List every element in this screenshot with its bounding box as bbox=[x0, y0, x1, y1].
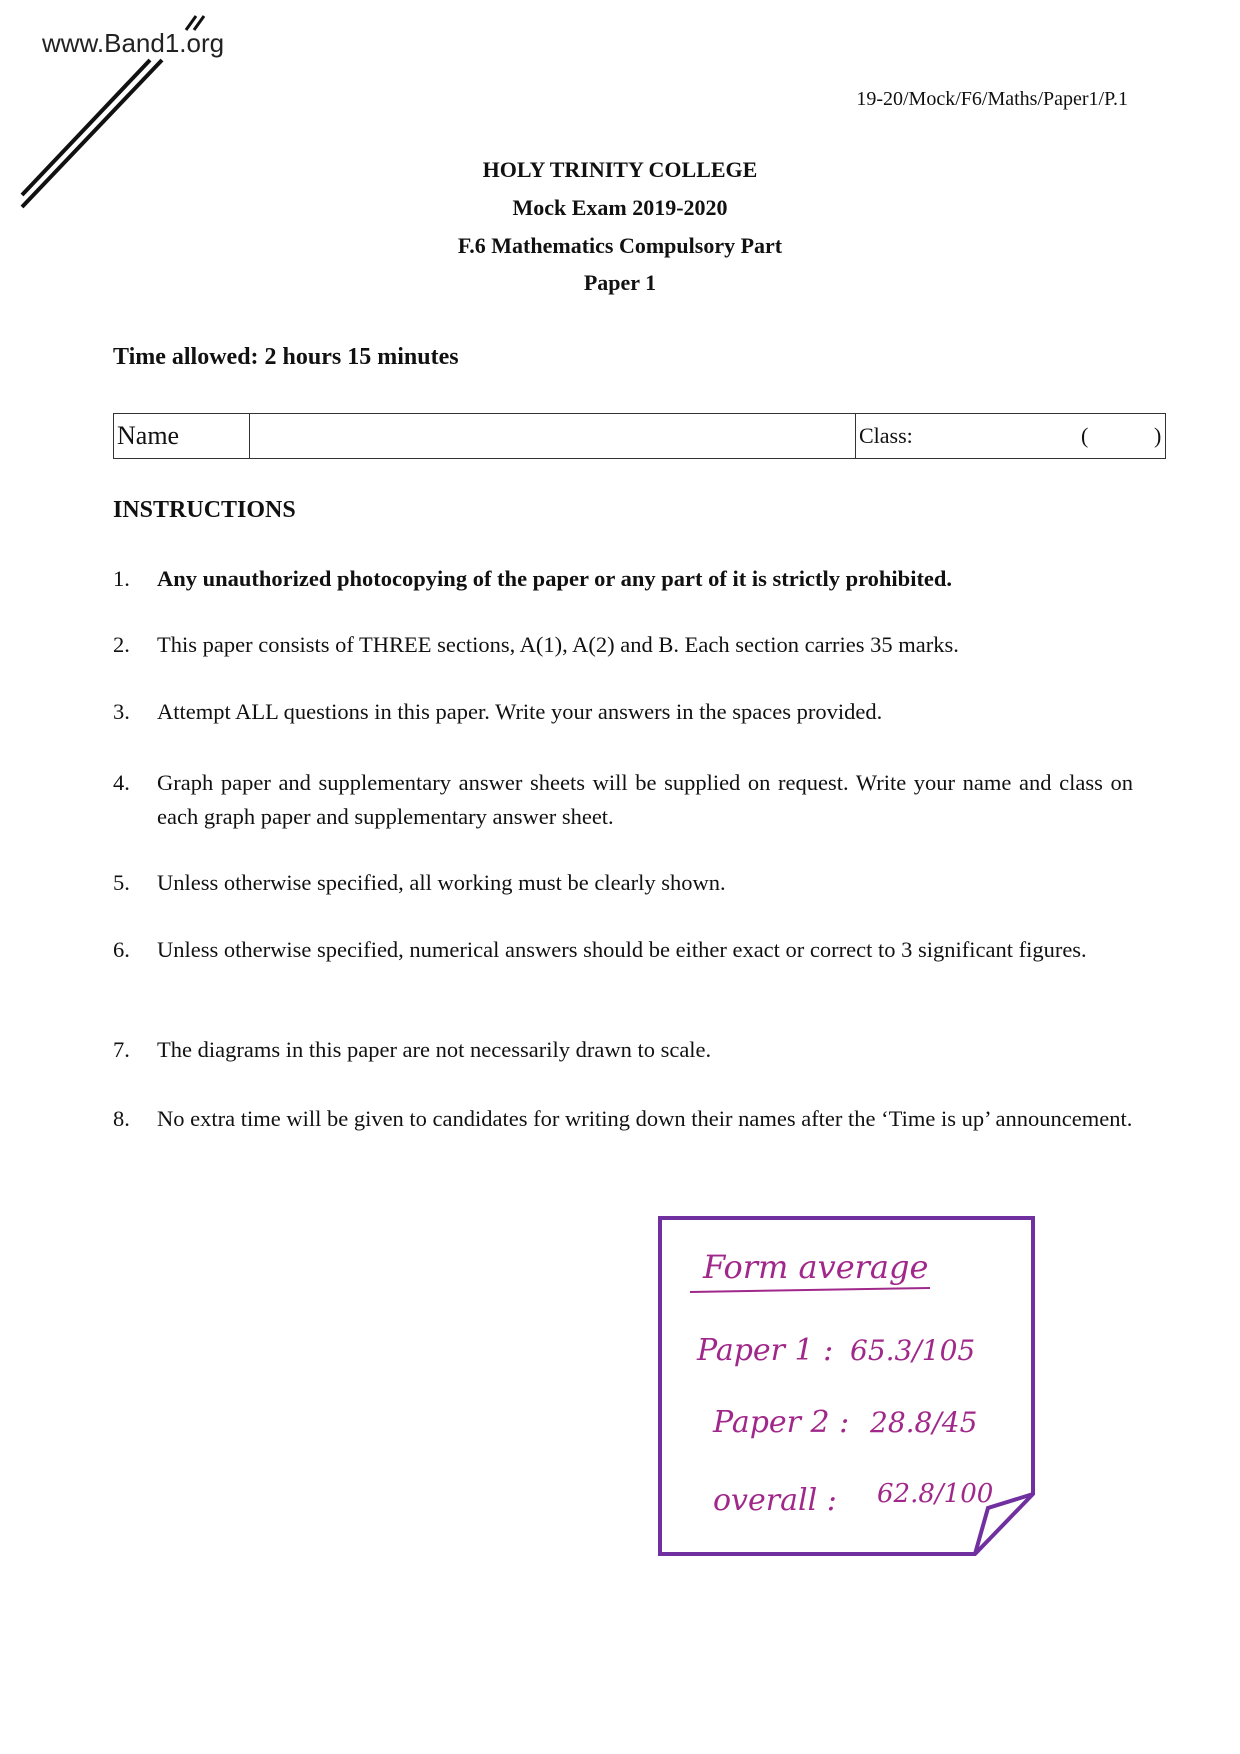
instructions-heading: INSTRUCTIONS bbox=[113, 497, 296, 523]
instruction-text: Unless otherwise specified, all working must be clearly shown. bbox=[157, 870, 726, 895]
instruction-text: This paper consists of THREE sections, A(1), A(2) and B. Each section carries 35 marks. bbox=[157, 632, 959, 657]
class-number-close-paren: ) bbox=[1154, 423, 1162, 448]
instruction-text: No extra time will be given to candidates for writing down their names after the ‘Time is up’ announcement. bbox=[157, 1106, 1133, 1131]
instruction-number: 8. bbox=[113, 1106, 130, 1131]
instruction-text: Graph paper and supplementary answer sheets will be supplied on request. Write your name and class on each graph paper and supplementary answer sheet. bbox=[157, 770, 1133, 829]
class-number-open-paren: ( bbox=[1081, 423, 1089, 448]
note-value-paper1: 65.3/105 bbox=[850, 1334, 976, 1367]
name-field[interactable] bbox=[250, 414, 856, 458]
instruction-number: 1. bbox=[113, 566, 130, 591]
time-allowed: Time allowed: 2 hours 15 minutes bbox=[113, 344, 459, 370]
instruction-item bbox=[113, 1033, 1133, 1067]
note-label-overall: overall : bbox=[713, 1483, 837, 1518]
paper-number: Paper 1 bbox=[583, 270, 657, 295]
instruction-number: 5. bbox=[113, 870, 130, 895]
exam-name: Mock Exam 2019-2020 bbox=[512, 195, 728, 220]
instruction-text: Unless otherwise specified, numerical answers should be either exact or correct to 3 significant figures. bbox=[157, 937, 1087, 962]
handwritten-sticky-note bbox=[655, 1212, 1045, 1562]
instruction-text: The diagrams in this paper are not necessarily drawn to scale. bbox=[157, 1037, 712, 1062]
note-value-overall: 62.8/100 bbox=[877, 1479, 994, 1509]
instruction-item bbox=[113, 628, 1133, 662]
instruction-text: Attempt ALL questions in this paper. Write your answers in the spaces provided. bbox=[157, 699, 883, 724]
instruction-number: 3. bbox=[113, 699, 130, 724]
note-label-paper1: Paper 1 : bbox=[697, 1333, 834, 1368]
watermark-text: www.Band1.org bbox=[42, 28, 225, 58]
class-field[interactable] bbox=[856, 414, 1165, 458]
name-label: Name bbox=[114, 414, 250, 458]
instruction-item bbox=[113, 766, 1133, 834]
instruction-item bbox=[113, 1100, 1133, 1138]
class-label: Class: bbox=[859, 423, 913, 448]
instruction-number: 4. bbox=[113, 770, 130, 795]
subject-name: F.6 Mathematics Compulsory Part bbox=[457, 233, 783, 258]
instruction-number: 6. bbox=[113, 937, 130, 962]
note-value-paper2: 28.8/45 bbox=[870, 1406, 978, 1439]
instruction-item bbox=[113, 695, 1133, 729]
instruction-item bbox=[113, 562, 1133, 596]
instruction-text: Any unauthorized photocopying of the paper or any part of it is strictly prohibited. bbox=[157, 566, 953, 591]
note-label-paper2: Paper 2 : bbox=[713, 1405, 850, 1440]
note-title: Form average bbox=[703, 1248, 929, 1286]
instruction-item bbox=[113, 933, 1133, 967]
school-name: HOLY TRINITY COLLEGE bbox=[482, 157, 758, 182]
watermark-slash-lines bbox=[0, 0, 220, 220]
instruction-number: 7. bbox=[113, 1037, 130, 1062]
candidate-info-table bbox=[113, 413, 1166, 459]
instruction-item bbox=[113, 866, 1133, 900]
paper-reference-code: 19-20/Mock/F6/Maths/Paper1/P.1 bbox=[856, 88, 1128, 110]
instruction-number: 2. bbox=[113, 632, 130, 657]
